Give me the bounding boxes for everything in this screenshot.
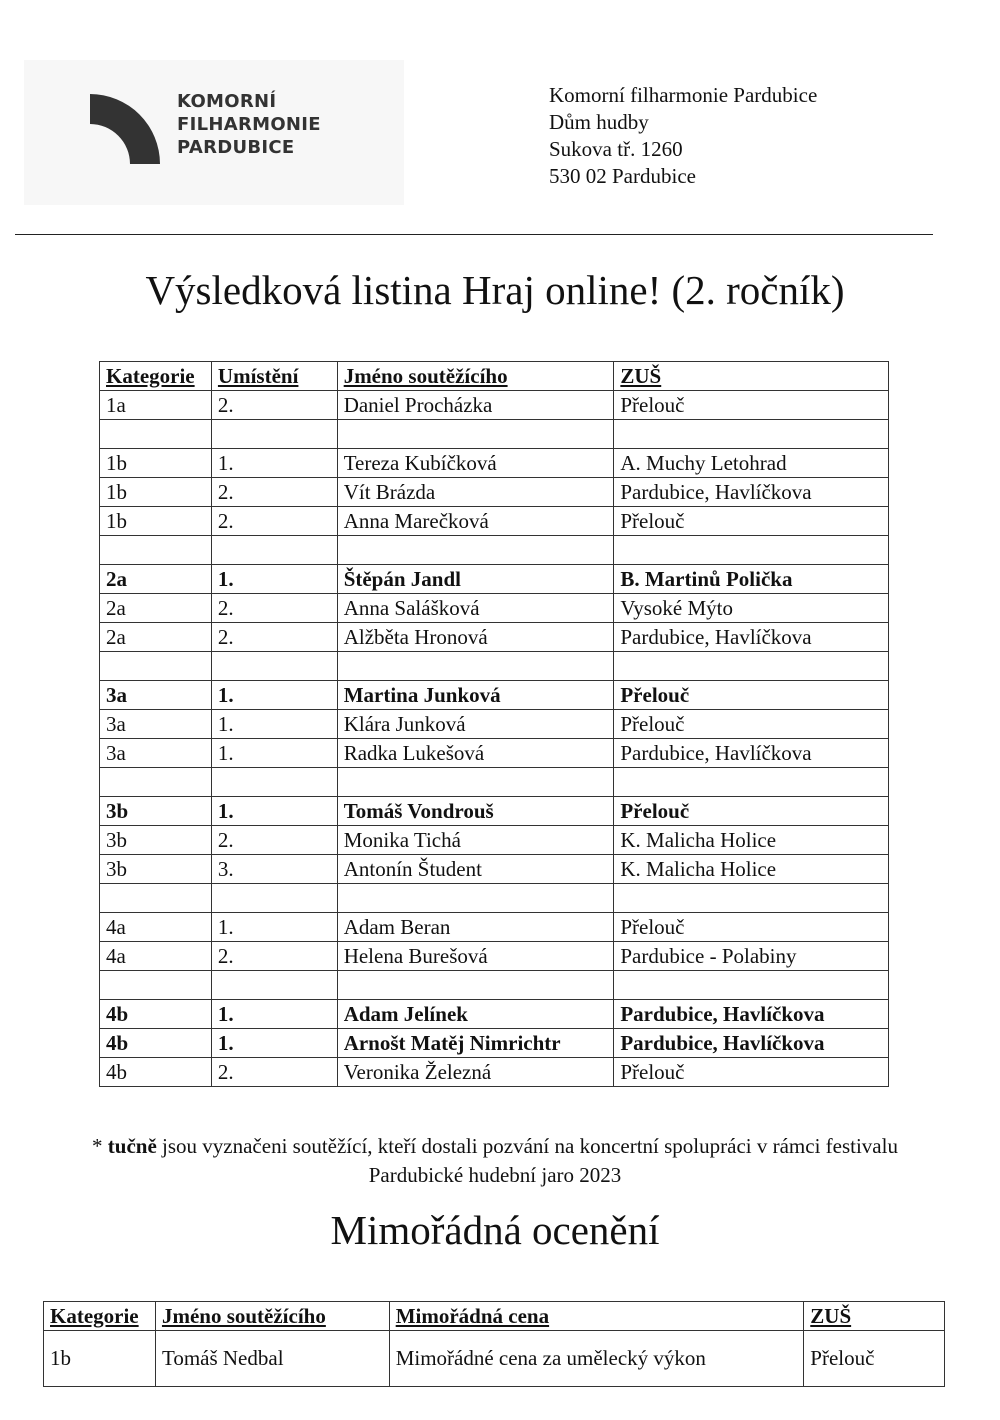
table-cell [614, 652, 889, 681]
table-cell: 1b [44, 1331, 156, 1387]
table-cell [100, 536, 212, 565]
table-cell: 1b [100, 478, 212, 507]
table-cell: K. Malicha Holice [614, 855, 889, 884]
table-cell: 4b [100, 1058, 212, 1087]
results-header-row [100, 362, 889, 391]
table-cell: 3a [100, 710, 212, 739]
section-title: Mimořádná ocenění [330, 1207, 660, 1253]
table-cell: Přelouč [614, 797, 889, 826]
table-cell: 2. [211, 1058, 337, 1087]
table-row [100, 536, 889, 565]
table-cell: 2. [211, 507, 337, 536]
table-cell [337, 768, 614, 797]
footnote-prefix: * [92, 1134, 108, 1158]
footnote-bold: tučně [107, 1134, 157, 1158]
table-cell: Radka Lukešová [337, 739, 614, 768]
column-header: Jméno soutěžícího [155, 1302, 389, 1331]
table-row [44, 1331, 945, 1387]
table-cell: Přelouč [614, 913, 889, 942]
table-cell: Tomáš Vondrouš [337, 797, 614, 826]
table-cell [211, 768, 337, 797]
table-cell: 1. [211, 739, 337, 768]
table-cell: 2a [100, 565, 212, 594]
table-cell: 3a [100, 739, 212, 768]
quarter-circle-logo-icon [90, 94, 160, 164]
table-cell [614, 420, 889, 449]
table-row [100, 594, 889, 623]
table-row [100, 739, 889, 768]
table-cell: 2. [211, 478, 337, 507]
table-cell: Pardubice, Havlíčkova [614, 623, 889, 652]
table-cell: Vít Brázda [337, 478, 614, 507]
logo-line: FILHARMONIE [177, 114, 321, 135]
table-cell: Adam Jelínek [337, 1000, 614, 1029]
table-row [100, 449, 889, 478]
table-cell [337, 884, 614, 913]
table-cell: 1. [211, 1000, 337, 1029]
table-row [100, 768, 889, 797]
table-cell: 3a [100, 681, 212, 710]
page-title: Výsledková listina Hraj online! (2. ročník) [145, 267, 845, 313]
table-row [100, 565, 889, 594]
results-body [100, 391, 889, 1087]
table-cell: 3b [100, 855, 212, 884]
column-header: Kategorie [44, 1302, 156, 1331]
column-header: Mimořádná cena [389, 1302, 804, 1331]
special-body [44, 1331, 945, 1387]
column-header: ZUŠ [804, 1302, 945, 1331]
table-cell [211, 536, 337, 565]
table-cell [614, 768, 889, 797]
table-cell [100, 884, 212, 913]
table-cell: Monika Tichá [337, 826, 614, 855]
table-row [100, 855, 889, 884]
table-cell: Veronika Železná [337, 1058, 614, 1087]
table-cell: 1. [211, 1029, 337, 1058]
table-cell: Anna Salášková [337, 594, 614, 623]
table-cell: Přelouč [804, 1331, 945, 1387]
table-cell: Přelouč [614, 391, 889, 420]
table-cell: 4b [100, 1000, 212, 1029]
table-cell: Přelouč [614, 710, 889, 739]
table-cell: 1. [211, 565, 337, 594]
table-cell: 3b [100, 797, 212, 826]
footnote-line-2: Pardubické hudební jaro 2023 [368, 1163, 622, 1187]
table-cell: Antonín Študent [337, 855, 614, 884]
table-cell: 4b [100, 1029, 212, 1058]
results-table [99, 361, 889, 1087]
table-cell: Přelouč [614, 1058, 889, 1087]
table-row [100, 710, 889, 739]
logo-line: PARDUBICE [177, 137, 295, 158]
column-header: ZUŠ [614, 362, 889, 391]
table-cell [337, 420, 614, 449]
table-cell: Pardubice - Polabiny [614, 942, 889, 971]
table-row [100, 420, 889, 449]
table-row [100, 942, 889, 971]
table-row [100, 884, 889, 913]
table-cell: Přelouč [614, 507, 889, 536]
logo-text [177, 90, 321, 159]
table-cell [100, 971, 212, 1000]
table-cell: 2. [211, 942, 337, 971]
table-row [100, 623, 889, 652]
footnote-text: jsou vyznačeni soutěžící, kteří dostali pozvání na koncertní spolupráci v rámci festivalu [156, 1134, 898, 1158]
column-header: Kategorie [100, 362, 212, 391]
table-cell: 3. [211, 855, 337, 884]
table-cell [337, 652, 614, 681]
table-cell: Pardubice, Havlíčkova [614, 739, 889, 768]
table-row [100, 1029, 889, 1058]
table-cell [614, 971, 889, 1000]
table-cell: Tereza Kubíčková [337, 449, 614, 478]
table-row [100, 1000, 889, 1029]
table-cell [614, 536, 889, 565]
table-cell: 1b [100, 449, 212, 478]
table-cell: 1. [211, 449, 337, 478]
table-cell: Arnošt Matěj Nimrichtr [337, 1029, 614, 1058]
table-cell: 1b [100, 507, 212, 536]
column-header: Umístění [211, 362, 337, 391]
table-row [100, 507, 889, 536]
column-header: Jméno soutěžícího [337, 362, 614, 391]
table-cell: 1. [211, 797, 337, 826]
table-cell [337, 971, 614, 1000]
table-cell: Klára Junková [337, 710, 614, 739]
logo [24, 60, 404, 205]
table-cell: Vysoké Mýto [614, 594, 889, 623]
table-cell: 1. [211, 710, 337, 739]
table-cell: Pardubice, Havlíčkova [614, 478, 889, 507]
table-cell: B. Martinů Polička [614, 565, 889, 594]
table-cell: A. Muchy Letohrad [614, 449, 889, 478]
table-cell: 2a [100, 594, 212, 623]
table-row [100, 391, 889, 420]
special-header-row [44, 1302, 945, 1331]
table-row [100, 478, 889, 507]
table-cell [100, 652, 212, 681]
table-cell: 2. [211, 594, 337, 623]
special-awards-table [43, 1301, 945, 1387]
table-row [100, 681, 889, 710]
table-cell: Tomáš Nedbal [155, 1331, 389, 1387]
table-cell [100, 420, 212, 449]
table-cell: Helena Burešová [337, 942, 614, 971]
footnote [30, 1132, 960, 1190]
table-cell [211, 652, 337, 681]
table-row [100, 652, 889, 681]
table-cell: Přelouč [614, 681, 889, 710]
address-line: Komorní filharmonie Pardubice [549, 83, 818, 107]
table-cell: 4a [100, 942, 212, 971]
table-cell: K. Malicha Holice [614, 826, 889, 855]
table-cell: Alžběta Hronová [337, 623, 614, 652]
table-cell: Štěpán Jandl [337, 565, 614, 594]
footnote-line-1 [30, 1132, 960, 1161]
table-cell: 2. [211, 623, 337, 652]
table-cell: 2a [100, 623, 212, 652]
table-cell [211, 420, 337, 449]
address-line: Dům hudby [549, 110, 649, 134]
table-cell [100, 768, 212, 797]
table-cell: 4a [100, 913, 212, 942]
table-row [100, 971, 889, 1000]
table-cell: 1. [211, 681, 337, 710]
table-cell: Martina Junková [337, 681, 614, 710]
table-row [100, 913, 889, 942]
table-cell: Pardubice, Havlíčkova [614, 1029, 889, 1058]
table-cell [211, 971, 337, 1000]
table-cell: Anna Marečková [337, 507, 614, 536]
table-cell: Daniel Procházka [337, 391, 614, 420]
table-cell [614, 884, 889, 913]
header-divider [15, 234, 933, 235]
address-line: 530 02 Pardubice [549, 164, 696, 188]
address-block [549, 82, 817, 190]
table-row [100, 1058, 889, 1087]
table-cell: 3b [100, 826, 212, 855]
table-cell: Adam Beran [337, 913, 614, 942]
table-row [100, 797, 889, 826]
table-cell: 2. [211, 826, 337, 855]
table-cell: 1. [211, 913, 337, 942]
table-row [100, 826, 889, 855]
address-line: Sukova tř. 1260 [549, 137, 683, 161]
logo-line: KOMORNÍ [177, 91, 277, 112]
table-cell: 2. [211, 391, 337, 420]
table-cell: 1a [100, 391, 212, 420]
table-cell: Mimořádné cena za umělecký výkon [389, 1331, 804, 1387]
table-cell [211, 884, 337, 913]
table-cell: Pardubice, Havlíčkova [614, 1000, 889, 1029]
table-cell [337, 536, 614, 565]
